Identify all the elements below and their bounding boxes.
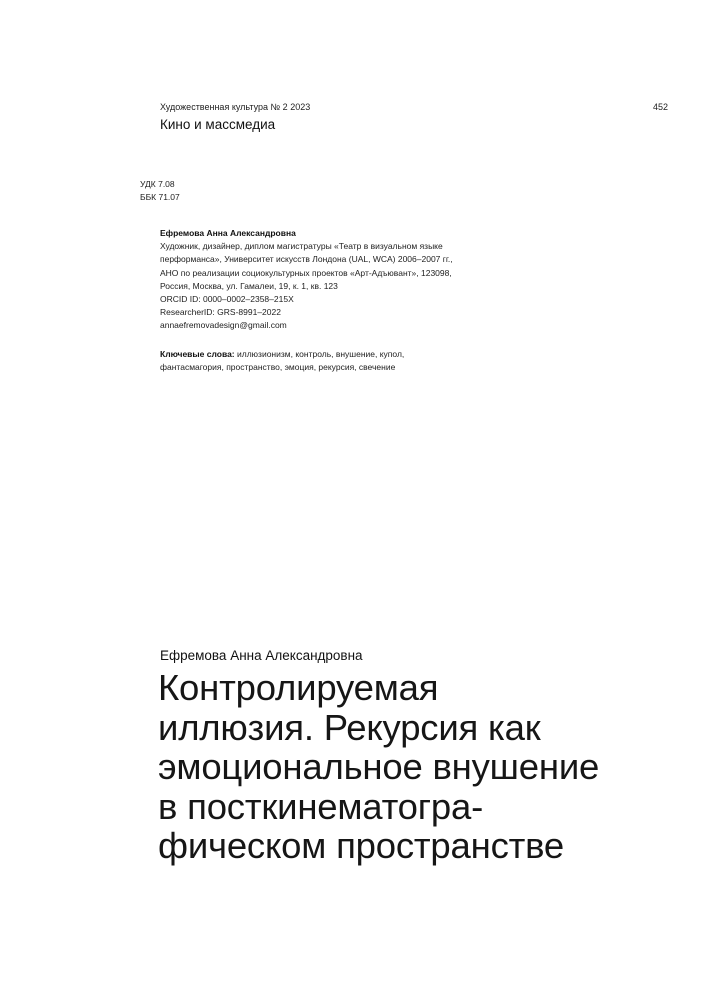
affiliation-line: Россия, Москва, ул. Гамалеи, 19, к. 1, кв. 123 — [160, 280, 338, 291]
title-line: эмоциональное внушение — [158, 746, 600, 787]
author-name: Ефремова Анна Александровна — [160, 228, 296, 238]
page-number: 452 — [652, 102, 668, 112]
keywords — [160, 348, 520, 374]
affiliation-line: АНО по реализации социокультурных проектов «Арт-Адъювант», 123098, — [160, 267, 452, 278]
keywords-line-1 — [160, 348, 520, 361]
author-info — [160, 227, 520, 333]
keywords-label: Ключевые слова: — [160, 349, 235, 359]
author-email: annaefremovadesign@gmail.com — [160, 320, 287, 331]
section-title: Кино и массмедиа — [160, 117, 276, 132]
researcher-id: ResearcherID: GRS-8991–2022 — [160, 307, 281, 318]
classification-codes — [140, 178, 180, 204]
journal-issue: Художественная культура № 2 2023 — [160, 102, 311, 112]
article-title — [158, 668, 698, 866]
title-line: Контролируемая — [158, 667, 439, 708]
affiliation-line: перформанса», Университет искусств Лондона (UAL, WCA) 2006–2007 гг., — [160, 254, 453, 265]
keywords-text: иллюзионизм, контроль, внушение, купол, — [237, 349, 405, 359]
title-line: фическом пространстве — [158, 825, 565, 866]
title-line: в посткинематогра- — [158, 785, 484, 827]
affiliation-line: Художник, дизайнер, диплом магистратуры «Театр в визуальном языке — [160, 241, 443, 252]
orcid-id: ORCID ID: 0000–0002–2358–215X — [160, 294, 294, 305]
article-author: Ефремова Анна Александровна — [160, 648, 363, 663]
udk-code: УДК 7.08 — [140, 179, 175, 189]
title-line: иллюзия. Рекурсия как — [158, 706, 541, 748]
bbk-code: ББК 71.07 — [140, 192, 180, 202]
keywords-line-2: фантасмагория, пространство, эмоция, рекурсия, свечение — [160, 362, 396, 373]
